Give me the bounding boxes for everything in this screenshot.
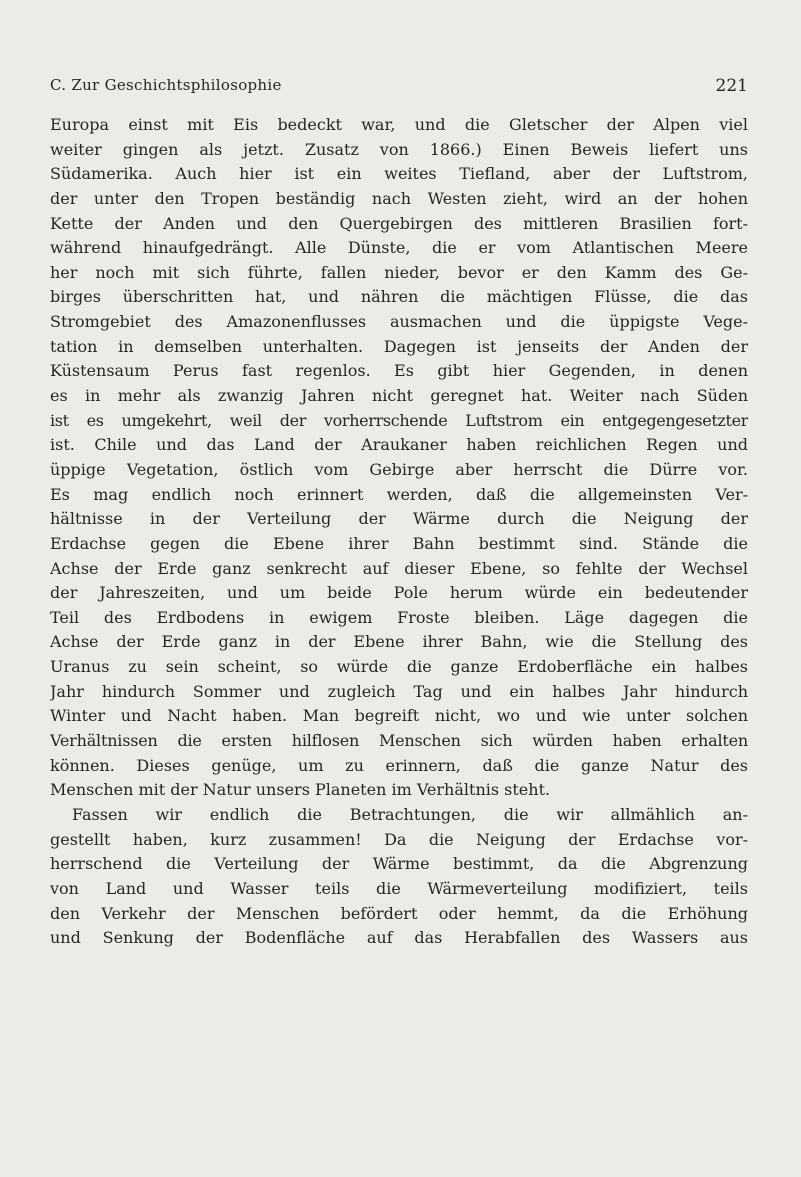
text-line: Fassen wir endlich die Betrachtungen, die wir allmählich an- xyxy=(72,804,748,824)
text-line: es in mehr als zwanzig Jahren nicht geregnet hat. Weiter nach Süden xyxy=(50,386,748,406)
text-line: ist es umgekehrt, weil der vorherrschende Luftstrom ein entgegengesetzter xyxy=(50,410,748,430)
text-line: können. Dieses genüge, um zu erinnern, daß die ganze Natur des xyxy=(50,755,748,775)
text-line: her noch mit sich führte, fallen nieder, bevor er den Kamm des Ge- xyxy=(50,262,748,282)
text-line: den Verkehr der Menschen befördert oder hemmt, da die Erhöhung xyxy=(50,903,748,923)
text-line: Erdachse gegen die Ebene ihrer Bahn bestimmt sind. Stände die xyxy=(50,533,748,553)
text-line: der Jahreszeiten, und um beide Pole herum würde ein bedeutender xyxy=(50,583,748,603)
text-line: Menschen mit der Natur unsers Planeten im Verhältnis steht. xyxy=(50,780,551,800)
text-line: Achse der Erde ganz in der Ebene ihrer Bahn, wie die Stellung des xyxy=(50,632,748,652)
text-line: Küstensaum Perus fast regenlos. Es gibt hier Gegenden, in denen xyxy=(50,361,748,381)
text-line: weiter gingen als jetzt. Zusatz von 1866.) Einen Beweis liefert uns xyxy=(50,139,748,159)
text-line: Südamerika. Auch hier ist ein weites Tiefland, aber der Luftstrom, xyxy=(50,164,748,184)
text-line: Europa einst mit Eis bedeckt war, und die Gletscher der Alpen viel xyxy=(50,115,748,134)
text-line: und Senkung der Bodenfläche auf das Herabfallen des Wassers aus xyxy=(50,928,748,948)
text-line: üppige Vegetation, östlich vom Gebirge aber herrscht die Dürre vor. xyxy=(50,459,748,479)
page-header xyxy=(50,76,748,100)
running-head: C. Zur Geschichtsphilosophie xyxy=(50,76,282,94)
body-text xyxy=(50,113,748,951)
text-line: Kette der Anden und den Quergebirgen des mittleren Brasilien fort- xyxy=(50,213,748,233)
text-line: Uranus zu sein scheint, so würde die ganze Erdoberfläche ein halbes xyxy=(50,657,748,677)
text-line: tation in demselben unterhalten. Dagegen ist jenseits der Anden der xyxy=(50,336,748,356)
text-line: Stromgebiet des Amazonenflusses ausmachen und die üppigste Vege- xyxy=(50,312,748,332)
text-line: Winter und Nacht haben. Man begreift nicht, wo und wie unter solchen xyxy=(50,706,748,726)
text-line: hältnisse in der Verteilung der Wärme durch die Neigung der xyxy=(50,509,748,529)
text-line: während hinaufgedrängt. Alle Dünste, die er vom Atlantischen Meere xyxy=(50,238,748,258)
text-line: ist. Chile und das Land der Araukaner haben reichlichen Regen und xyxy=(50,435,748,455)
text-line: von Land und Wasser teils die Wärmeverteilung modifiziert, teils xyxy=(50,878,748,898)
text-line: Verhältnissen die ersten hilflosen Menschen sich würden haben erhalten xyxy=(50,731,748,751)
text-line: Teil des Erdbodens in ewigem Froste bleiben. Läge dagegen die xyxy=(50,607,748,627)
text-line: Es mag endlich noch erinnert werden, daß die allgemeinsten Ver- xyxy=(50,484,748,504)
text-line: birges überschritten hat, und nähren die mächtigen Flüsse, die das xyxy=(50,287,748,307)
text-line: Achse der Erde ganz senkrecht auf dieser Ebene, so fehlte der Wechsel xyxy=(50,558,748,578)
page-number: 221 xyxy=(715,76,748,96)
text-line: herrschend die Verteilung der Wärme bestimmt, da die Abgrenzung xyxy=(50,854,748,874)
text-line: Jahr hindurch Sommer und zugleich Tag und ein halbes Jahr hindurch xyxy=(50,681,748,701)
text-line: gestellt haben, kurz zusammen! Da die Neigung der Erdachse vor- xyxy=(50,829,748,849)
text-line: der unter den Tropen beständig nach Westen zieht, wird an der hohen xyxy=(50,188,748,208)
